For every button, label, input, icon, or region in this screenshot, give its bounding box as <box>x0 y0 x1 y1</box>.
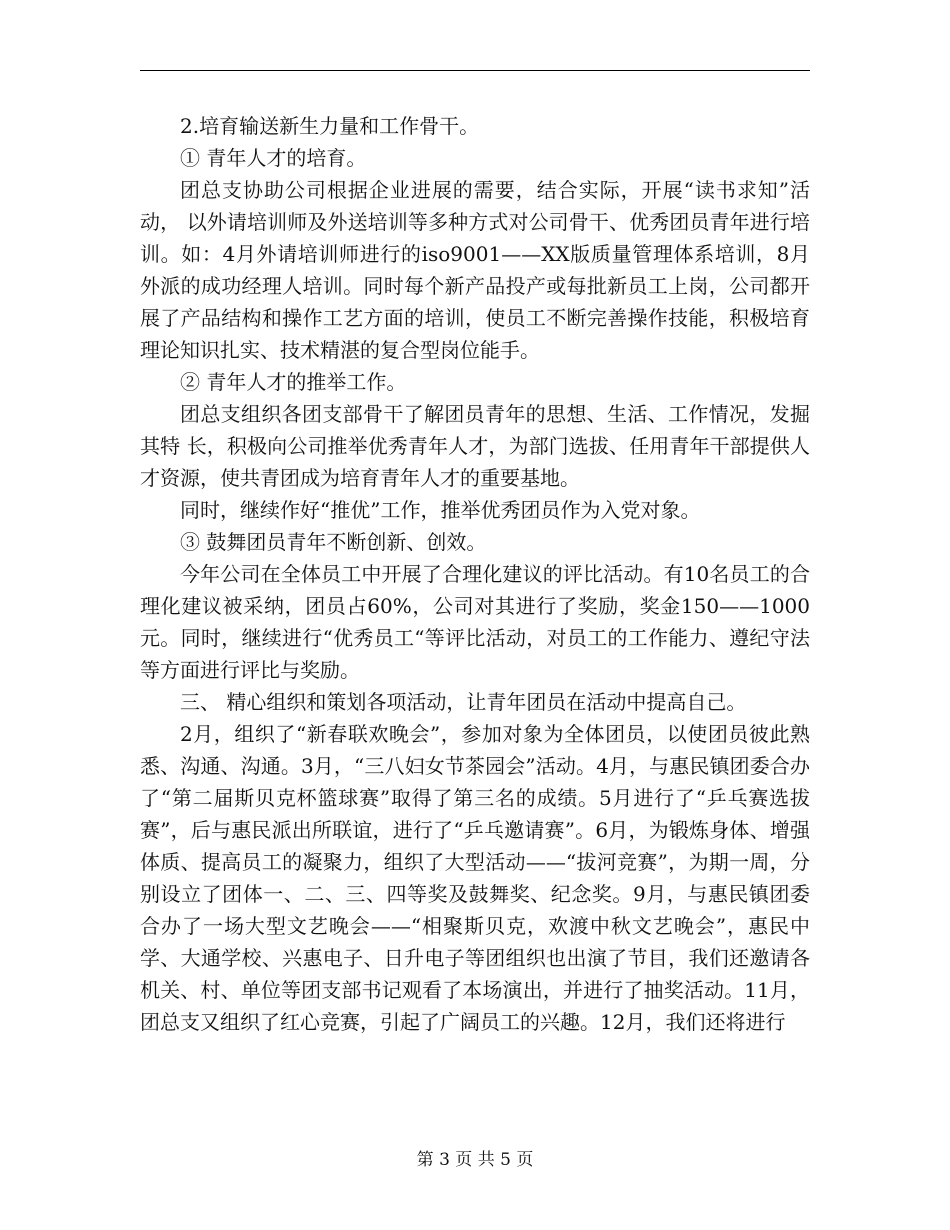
paragraph: ② 青年人才的推举工作。 <box>180 370 407 394</box>
paragraph: 2月，组织了“新春联欢晚会”，参加对象为全体团员，以使团员彼此熟悉、沟通、沟通。3月，“三八妇女节茶园会”活动。4月，与惠民镇团委合办了“第二届斯贝克杯篮球赛”取得了第三名的成绩。5月进行了“乒乓赛选拔赛”，后与惠民派出所联谊，进行了“乒乓邀请赛”。6月，为锻炼身体、增强体质、提高员工的凝聚力，组织了大型活动——“拔河竞赛”，为期一周，分别设立了团体一、二、三、四等奖及鼓舞奖、纪念奖。9月，与惠民镇团委合办了一场大型文艺晚会——“相聚斯贝克，欢渡中秋文艺晚会”，惠民中学、大通学校、兴惠电子、日升电子等团组织也出演了节目，我们还邀请各机关、村、单位等团支部书记观看了本场演出，并进行了抽奖活动。11月，团总支又组织了红心竞赛，引起了广阔员工的兴趣。12月，我们还将进行 <box>140 722 810 1034</box>
document-body <box>140 110 810 1038</box>
header-rule <box>140 70 810 71</box>
paragraph: 今年公司在全体员工中开展了合理化建议的评比活动。有10名员工的合理化建议被采纳，团员占60%，公司对其进行了奖励，奖金150——1000元。同时，继续进行“优秀员工“等评比活动，对员工的工作能力、遵纪守法等方面进行评比与奖励。 <box>140 562 810 682</box>
page-number-footer: 第 3 页 共 5 页 <box>416 1150 534 1170</box>
paragraph: ③ 鼓舞团员青年不断创新、创效。 <box>180 530 487 554</box>
paragraph: ① 青年人才的培育。 <box>180 146 367 170</box>
paragraph: 同时，继续作好“推优”工作，推举优秀团员作为入党对象。 <box>180 498 701 522</box>
paragraph: 团总支组织各团支部骨干了解团员青年的思想、生活、工作情况，发掘其特 长，积极向公司推举优秀青年人才，为部门选拔、任用青年干部提供人才资源，使共青团成为培育青年人才的重要基地。 <box>140 402 810 490</box>
paragraph: 2.培育输送新生力量和工作骨干。 <box>180 114 480 138</box>
paragraph: 团总支协助公司根据企业进展的需要，结合实际，开展“读书求知”活动， 以外请培训师及外送培训等多种方式对公司骨干、优秀团员青年进行培训。如：4月外请培训师进行的iso9001——XX版质量管理体系培训，8月外派的成功经理人培训。同时每个新产品投产或每批新员工上岗，公司都开展了产品结构和操作工艺方面的培训，使员工不断完善操作技能，积极培育理论知识扎实、技术精湛的复合型岗位能手。 <box>140 178 810 362</box>
paragraph: 三、 精心组织和策划各项活动，让青年团员在活动中提高自己。 <box>180 690 747 714</box>
